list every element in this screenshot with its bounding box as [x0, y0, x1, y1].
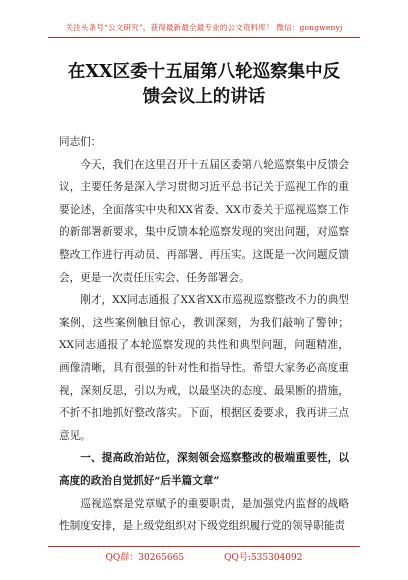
footer-qq-group: QQ群：30265665 — [105, 553, 185, 563]
paragraph-section-1: 巡视巡察是党章赋予的重要职责，是加强党内监督的战略性制度安排，是上级党组织对下级党组织履行党的领导职能责 — [59, 497, 349, 533]
document-title: 在XX区委十五届第八轮巡察集中反馈会议上的讲话 — [67, 62, 341, 107]
footer — [0, 550, 408, 563]
document-body — [59, 131, 349, 538]
paragraph-cases: 刚才，XX同志通报了XX省XX市巡视巡察整改不力的典型案例，这些案例触目惊心，教训深刻，为我们敲响了警钟；XX同志通报了本轮巡察发现的共性和典型问题，问题精准，画像清晰，具有很强的针对性和指导性。希望大家务必高度重视，深刻反思，引以为戒，以最坚决的态度、最果断的措施，不折不扣地抓好整改落实。下面，根据区委要求，我再讲三点意见。 — [59, 294, 349, 442]
footer-rule — [48, 546, 360, 547]
paragraph-intro: 今天，我们在这里召开十五届区委第八轮巡察集中反馈会议，主要任务是深入学习贯彻习近平总书记关于巡视工作的重要论述，全面落实中央和XX省委、XX市委关于巡视巡察工作的新部署新要求，集中反馈本轮巡察发现的突出问题，对巡察整改工作进行再动员、再部署、再压实。这既是一次问题反馈会，更是一次责任压实会、任务部署会。 — [59, 158, 349, 284]
header-banner: 关注头条号“公文研究”，获得最新最全最专业的公文资料库！ 微信：gongwenyj — [65, 23, 343, 32]
section-heading-1: 一、提高政治站位，深刻领会巡察整改的极端重要性，以高度的政治自觉抓好“后半篇文章” — [59, 452, 349, 487]
header-rule — [48, 37, 360, 38]
salutation: 同志们： — [59, 136, 102, 148]
footer-qq-number: QQ号:535304092 — [224, 553, 303, 563]
